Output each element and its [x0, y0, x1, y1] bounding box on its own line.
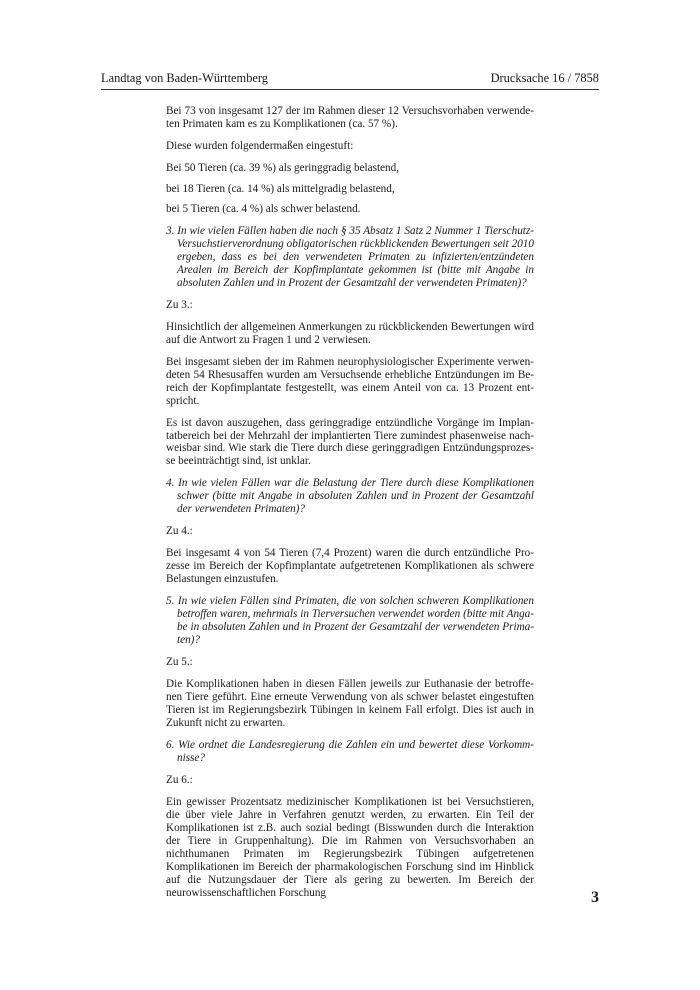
answer-paragraph: Bei 73 von insgesamt 127 der im Rahmen dieser 12 Versuchsvorhaben verwendeten Primaten kam es zu Komplikationen (ca. 57 %).: [166, 105, 534, 130]
question-3: 3. In wie vielen Fällen haben die nach § 35 Absatz 1 Satz 2 Nummer 1 Tierschutz-Versuchstierverordnung obligatorischen rückblickenden Bewertungen seit 2010 ergeben, dass es bei den verwendeten Primaten zu infizierten/entzündeten Arealen im Bereich der Kopfimplantate gekommen ist (bitte mit Angabe in absoluten Zahlen und in Prozent der Gesamtzahl der verwendeten Primaten)?: [166, 225, 534, 289]
page-number: 3: [591, 889, 599, 906]
body-text: [166, 105, 534, 899]
answer-paragraph: Die Komplikationen haben in diesen Fällen jeweils zur Euthanasie der betroffenen Tiere geführt. Eine erneute Verwendung von als schwer belastet eingestuften Tieren ist im Regierungsbezirk Tübingen in keinem Fall erfolgt. Dies ist auch in Zukunft nicht zu erwarten.: [166, 678, 534, 729]
answer-paragraph: Diese wurden folgendermaßen eingestuft:: [166, 140, 354, 152]
list-item: bei 18 Tieren (ca. 14 %) als mittelgradig belastend,: [166, 182, 395, 195]
page-header: [101, 71, 599, 90]
answer-heading-4: Zu 4.:: [166, 525, 193, 538]
answer-paragraph: Bei insgesamt 4 von 54 Tieren (7,4 Prozent) waren die durch entzündliche Prozesse im Bereich der Kopfimplantate aufgetretenen Komplikationen als schwere Belastungen einzustufen.: [166, 547, 534, 586]
header-parliament: Landtag von Baden-Württemberg: [101, 71, 268, 85]
header-document-number: Drucksache 16 / 7858: [490, 71, 599, 85]
list-item: Bei 50 Tieren (ca. 39 %) als geringgradig belastend,: [166, 162, 400, 175]
question-6: 6. Wie ordnet die Landesregierung die Zahlen ein und bewertet diese Vorkommnisse?: [166, 739, 534, 764]
answer-paragraph: Es ist davon auszugehen, dass geringgradige entzündliche Vorgänge im Implantatbereich bei der Mehrzahl der implantierten Tiere zumindest phasenweise nachweisbar sind. Wie stark die Tiere durch diese geringgradigen Entzündungsprozesse beeinträchtigt sind, ist unklar.: [166, 416, 534, 468]
answer-paragraph: Ein gewisser Prozentsatz medizinischer Komplikationen ist bei Versuchstieren, die über viele Jahre in Verfahren genutzt werden, zu erwarten. Ein Teil der Komplikationen ist z.B. auch sozial bedingt (Bisswunden durch die Interaktion der Tiere in Gruppenhaltung). Die im Rahmen von Versuchsvorhaben an nichthumanen Primaten im Regierungsbezirk Tübingen aufgetretenen Komplikationen im Bereich der pharmakologischen Forschung sind im Hinblick auf die Nutzungsdauer der Tiere als gering zu bewerten. Im Bereich der neurowissenschaftlichen Forschung: [166, 796, 534, 899]
answer-paragraph: Hinsichtlich der allgemeinen Anmerkungen zu rückblickenden Bewertungen wird auf die Antwort zu Fragen 1 und 2 verwiesen.: [166, 320, 534, 346]
question-5: 5. In wie vielen Fällen sind Primaten, die von solchen schweren Komplikationen betroffen waren, mehrmals in Tierversuchen verwendet worden (bitte mit Angabe in absoluten Zahlen und in Prozent der Gesamtzahl der verwendeten Primaten)?: [166, 595, 534, 647]
answer-paragraph: Bei insgesamt sieben der im Rahmen neurophysiologischer Experimente verwendeten 54 Rhesusaffen wurden am Versuchsende erhebliche Entzündungen im Bereich der Kopfimplantate festgestellt, was einem Anteil von ca. 13 Prozent entspricht.: [166, 355, 534, 407]
answer-heading-3: Zu 3.:: [166, 298, 193, 311]
answer-heading-6: Zu 6.:: [166, 774, 193, 787]
answer-heading-5: Zu 5.:: [166, 656, 193, 669]
list-item: bei 5 Tieren (ca. 4 %) als schwer belastend.: [166, 202, 361, 215]
question-4: 4. In wie vielen Fällen war die Belastung der Tiere durch diese Komplikationen schwer (bitte mit Angabe in absoluten Zahlen und in Prozent der Gesamtzahl der verwendeten Primaten)?: [166, 477, 534, 516]
